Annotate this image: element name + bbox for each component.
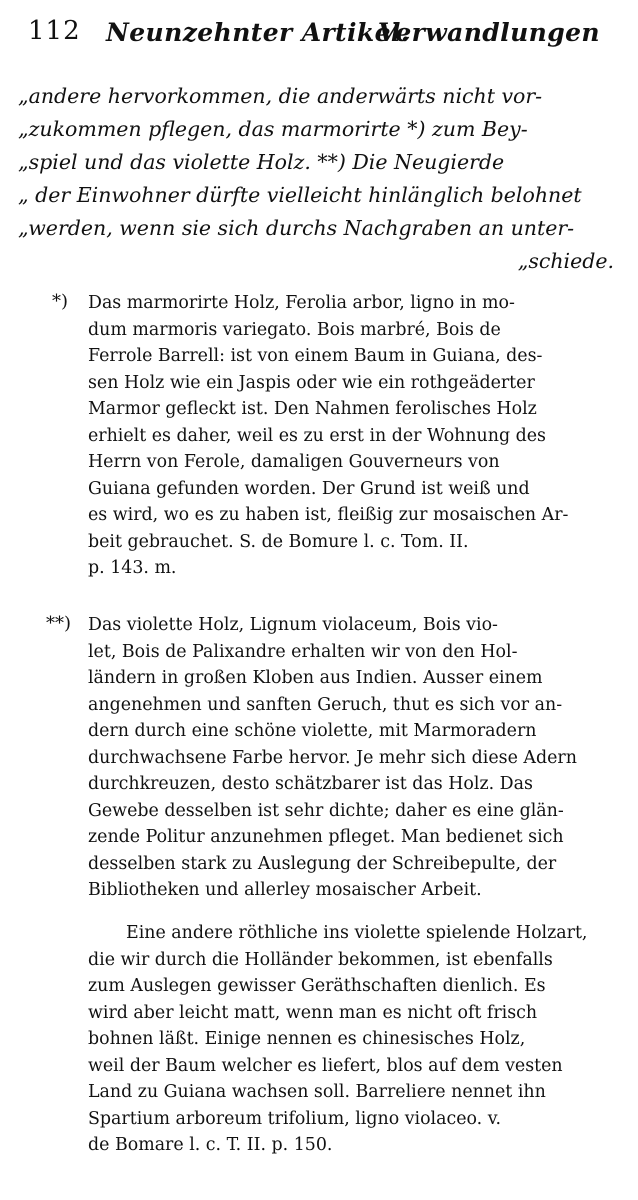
footnote-line: Land zu Guiana wachsen soll. Barreliere nennet ihn: [88, 1082, 546, 1102]
quote-line: „schiede.: [517, 249, 614, 273]
footnote-line: Marmor gefleckt ist. Den Nahmen ferolisches Holz: [88, 399, 537, 419]
footnote-line: Herrn von Ferole, damaligen Gouverneurs von: [88, 452, 500, 472]
footnote-line: Das violette Holz, Lignum violaceum, Bois vio-: [88, 615, 498, 635]
footnote-line: Guiana gefunden worden. Der Grund ist weiß und: [88, 478, 530, 499]
footnote-line: de Bomare l. c. T. II. p. 150.: [88, 1135, 333, 1155]
footnote-line: durchkreuzen, desto schätzbarer ist das Holz. Das: [88, 774, 533, 794]
footnote-line: zende Politur anzunehmen pfleget. Man bedienet sich: [88, 827, 564, 847]
quote-line: „spiel und das violette Holz. **) Die Neugierde: [18, 150, 505, 174]
footnote-line: Spartium arboreum trifolium, ligno violaceo. v.: [88, 1108, 502, 1129]
footnote-line: bohnen läßt. Einige nennen es chinesisches Holz,: [88, 1029, 526, 1049]
footnote-line: let, Bois de Palixandre erhalten wir von den Hol-: [88, 641, 518, 662]
page-number: 112: [28, 16, 81, 46]
footnote-line: beit gebrauchet. S. de Bomure l. c. Tom. II.: [88, 531, 469, 552]
footnote-line: sen Holz wie ein Jaspis oder wie ein rothgeäderter: [88, 372, 535, 393]
quote-line: „andere hervorkommen, die anderwärts nicht vor-: [18, 84, 543, 108]
footnote-line: desselben stark zu Auslegung der Schreibepulte, der: [88, 853, 557, 874]
footnote-violet-wood: [88, 612, 628, 904]
footnote-reddish-wood-paragraph: [88, 920, 628, 1159]
footnote-line: Bibliotheken und allerley mosaischer Arbeit.: [88, 880, 482, 900]
footnote-line: durchwachsene Farbe hervor. Je mehr sich diese Adern: [88, 747, 577, 768]
footnote-line: wird aber leicht matt, wenn man es nicht oft frisch: [88, 1002, 538, 1023]
footnote-line: dum marmoris variegato. Bois marbré, Bois de: [88, 319, 501, 340]
page-header: [28, 14, 618, 50]
quote-line: „ der Einwohner dürfte vielleicht hinlänglich belohnet: [18, 183, 582, 207]
footnote-line: Ferrole Barrell: ist von einem Baum in Guiana, des-: [88, 346, 543, 366]
running-head-right: Verwandlungen: [377, 18, 600, 47]
footnote-line: die wir durch die Holländer bekommen, ist ebenfalls: [88, 949, 553, 970]
footnote-line: angenehmen und sanften Geruch, thut es sich vor an-: [88, 694, 563, 715]
quote-line: „zukommen pflegen, das marmorirte *) zum Bey-: [18, 117, 528, 141]
footnote-line: weil der Baum welcher es liefert, blos auf dem vesten: [88, 1055, 563, 1076]
footnote-marbled-wood: [88, 290, 628, 582]
footnote-line: Gewebe desselben ist sehr dichte; daher es eine glän-: [88, 800, 564, 821]
footnote-line: Das marmorirte Holz, Ferolia arbor, ligno in mo-: [88, 293, 515, 313]
footnote-line: ländern in großen Kloben aus Indien. Ausser einem: [88, 668, 543, 688]
footnote-line: Eine andere röthliche ins violette spielende Holzart,: [126, 923, 588, 943]
footnote-line: es wird, wo es zu haben ist, fleißig zur mosaischen Ar-: [88, 505, 569, 525]
footnote-line: erhielt es daher, weil es zu erst in der Wohnung des: [88, 425, 546, 446]
footnote-marker: **): [46, 613, 72, 634]
quoted-passage: [18, 80, 626, 278]
footnote-line: dern durch eine schöne violette, mit Marmoradern: [88, 721, 537, 741]
running-head-left: Neunzehnter Artikel.: [106, 18, 410, 47]
footnote-line: p. 143. m.: [88, 558, 177, 578]
footnote-marker: *): [52, 291, 69, 312]
quote-line: „werden, wenn sie sich durchs Nachgraben an unter-: [18, 216, 575, 240]
footnote-line: zum Auslegen gewisser Geräthschaften dienlich. Es: [88, 976, 546, 996]
